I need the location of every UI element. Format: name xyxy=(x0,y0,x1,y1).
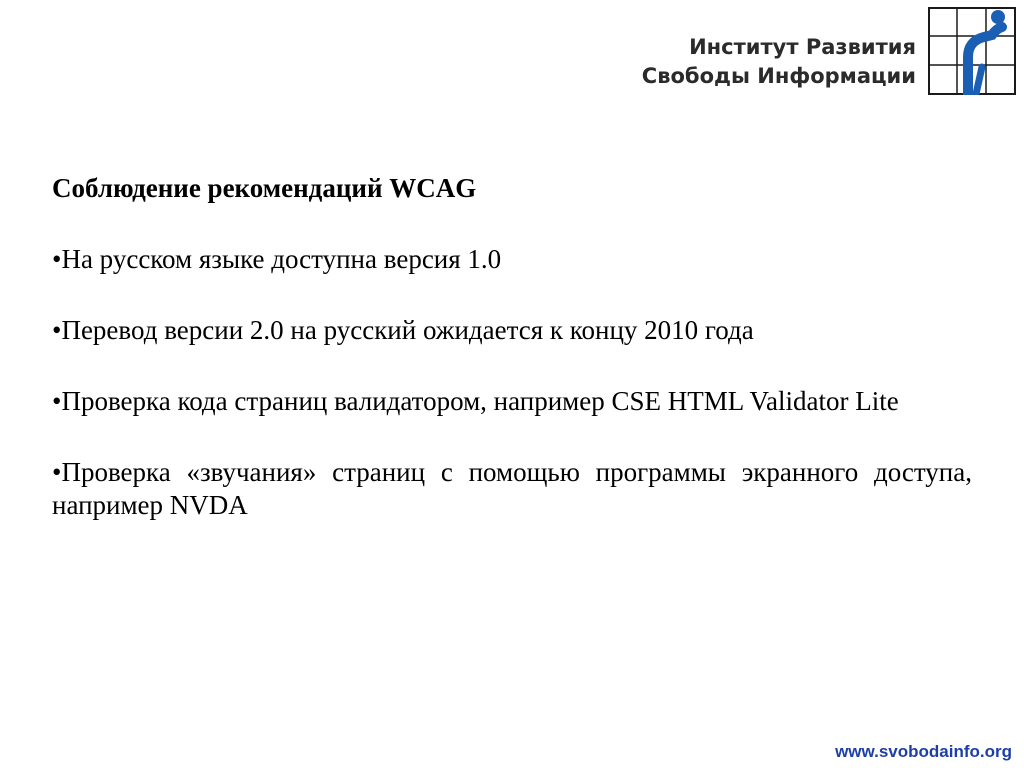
slide-content xyxy=(52,172,972,560)
org-name xyxy=(642,33,916,91)
bullet-item: •На русском языке доступна версия 1.0 xyxy=(52,244,502,274)
website-link[interactable]: www.svobodainfo.org xyxy=(835,742,1012,761)
org-logo xyxy=(600,7,1020,97)
bullet-item: •Перевод версии 2.0 на русский ожидается к концу 2010 года xyxy=(52,315,754,345)
bullet-item: •Проверка кода страниц валидатором, например CSE HTML Validator Lite xyxy=(52,386,899,416)
org-name-line-2: Свободы Информации xyxy=(641,64,916,88)
slide-heading: Соблюдение рекомендаций WCAG xyxy=(52,173,477,203)
org-name-line-1: Институт Развития xyxy=(689,35,916,59)
bullet-item: •Проверка «звучания» страниц с помощью программы экранного доступа, например NVDA xyxy=(52,457,972,520)
logo-figure-icon xyxy=(928,7,1016,95)
